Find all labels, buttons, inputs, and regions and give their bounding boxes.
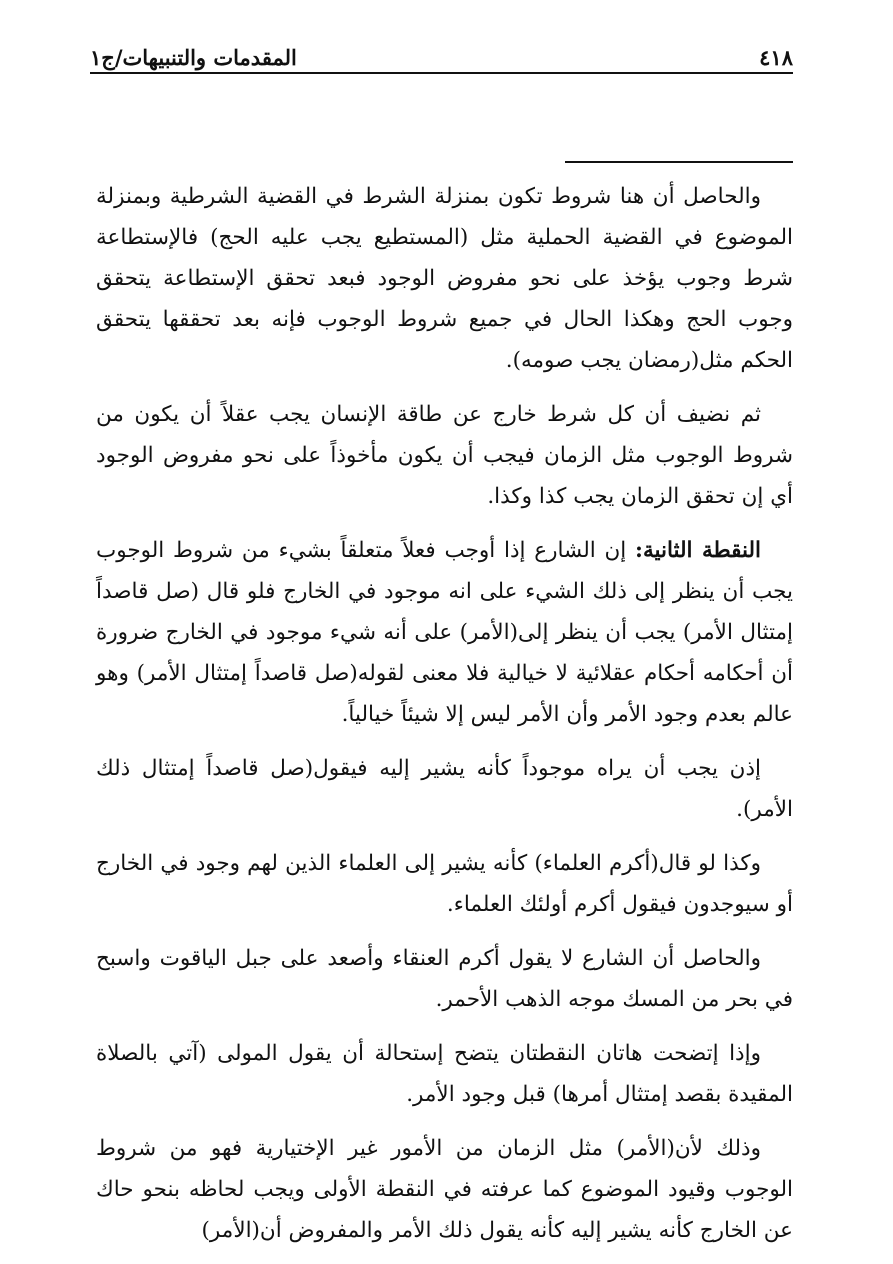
paragraph-1 (96, 176, 793, 381)
paragraph-4 (96, 748, 793, 830)
page-number: ٤١٨ (759, 45, 793, 70)
paragraph-8-text: وذلك لأن(الأمر) مثل الزمان من الأمور غير الإختيارية فهو من شروط الوجوب وقيود الموضوع كما عرفته في النقطة الأولى ويجب لحاظه بنحو حاك عن الخارج كأنه يشير إليه كأنه يقول ذلك الأمر والمفروض أن(الأمر) (96, 1136, 793, 1243)
paragraph-3-heading: النقطة الثانية: (635, 538, 761, 563)
running-title: المقدمات والتنبيهات/ج١ (90, 45, 297, 70)
header-divider (90, 72, 793, 74)
page-header (90, 30, 793, 70)
paragraph-3 (96, 530, 793, 735)
paragraph-5-text: وكذا لو قال(أكرم العلماء) كأنه يشير إلى العلماء الذين لهم وجود في الخارج أو سيوجدون فيقول أكرم أولئك العلماء. (96, 851, 793, 917)
paragraph-2 (96, 394, 793, 517)
paragraph-7 (96, 1033, 793, 1115)
body-text (96, 176, 793, 1264)
paragraph-2-text: ثم نضيف أن كل شرط خارج عن طاقة الإنسان يجب عقلاً أن يكون من شروط الوجوب مثل الزمان فيجب أن يكون مأخوذاً على نحو مفروض الوجود أي إن تحقق الزمان يجب كذا وكذا. (96, 402, 793, 509)
paragraph-1-text: والحاصل أن هنا شروط تكون بمنزلة الشرط في القضية الشرطية وبمنزلة الموضوع في القضية الحملية مثل (المستطيع يجب عليه الحج) فالإستطاعة شرط وجوب يؤخذ على نحو مفروض الوجود فبعد تحقق الإستطاعة يتحقق وجوب الحج وهكذا الحال في جميع شروط الوجوب فإنه بعد تحققها يتحقق الحكم مثل(رمضان يجب صومه). (96, 184, 793, 373)
paragraph-7-text: وإذا إتضحت هاتان النقطتان يتضح إستحالة أن يقول المولى (آتي بالصلاة المقيدة بقصد إمتثال أمرها) قبل وجود الأمر. (96, 1041, 793, 1107)
paragraph-8 (96, 1128, 793, 1251)
footnote-separator (565, 161, 793, 163)
paragraph-6-text: والحاصل أن الشارع لا يقول أكرم العنقاء وأصعد على جبل الياقوت واسبح في بحر من المسك موجه الذهب الأحمر. (96, 946, 793, 1012)
paragraph-3-text: إن الشارع إذا أوجب فعلاً متعلقاً بشيء من شروط الوجوب يجب أن ينظر إلى ذلك الشيء على انه موجود في الخارج فلو قال (صل قاصداً إمتثال الأمر) يجب أن ينظر إلى(الأمر) على أنه شيء موجود في الخارج ضرورة أن أحكامه أحكام عقلائية لا خيالية فلا معنى لقوله(صل قاصداً إمتثال الأمر) وهو عالم بعدم وجود الأمر وأن الأمر ليس إلا شيئاً خيالياً. (96, 538, 793, 727)
paragraph-6 (96, 938, 793, 1020)
paragraph-4-text: إذن يجب أن يراه موجوداً كأنه يشير إليه فيقول(صل قاصداً إمتثال ذلك الأمر). (96, 756, 793, 822)
paragraph-5 (96, 843, 793, 925)
